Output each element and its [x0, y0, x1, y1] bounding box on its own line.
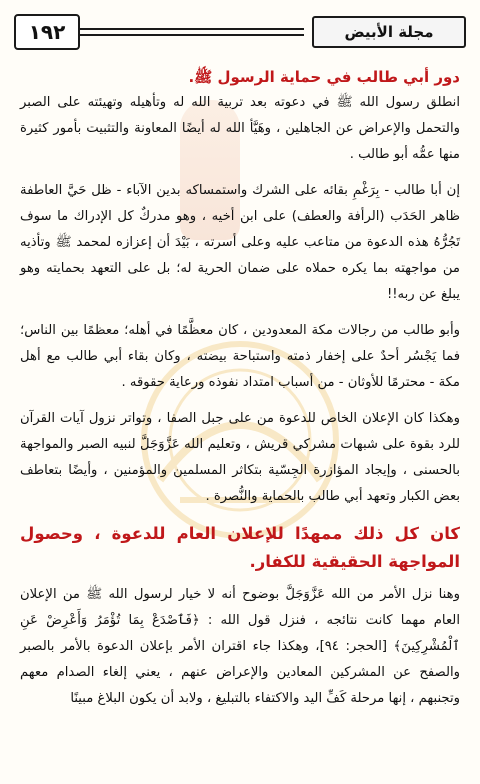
paragraph: إن أبا طالب - بِرَغْمِ بقائه على الشرك واستمساكه بدين الآباء - ظل حَيَّ العاطفة ظاهر الحَدَب (الرأفة والعطف) على ابن أخيه ، وهو مدركٌ كل الإدراك ما سوف تَجُرُّهُ هذه الدعوة من متاعب عليه وعلى أسرته ، بَيْدَ أن إعزازه لمحمد ﷺ وتأذيه من مواجهته بما يكره حملاه على ضمان الحرية له؛ بل على التعهد بحمايته وهو يبلغ عن ربه!! [20, 183, 460, 302]
header-rule [80, 28, 304, 36]
page-number: ١٩٢ [14, 14, 80, 50]
paragraph: انطلق رسول الله ﷺ في دعوته بعد تربية الله له وتأهيله وتهيئته على الصبر والتحمل والإعراض عن الجاهلين ، وهَيَّأ الله له أيضًا المعاونة والتثبيت بأمور كثيرة منها عمُّه أبو طالب . [20, 95, 460, 162]
paragraph: وأبو طالب من رجالات مكة المعدودين ، كان معظَّمًا في أهله؛ معظمًا بين الناس؛ فما يَجْسُر أحدٌ على إخفار ذمته واستباحة بيضته ، وكان بقاء أبي طالب مع أهل مكة - محترمًا للأوثان - من أسباب امتداد نفوذه ورعاية حقوقه . [20, 323, 460, 390]
paragraph: وهكذا كان الإعلان الخاص للدعوة من على جبل الصفا ، وتواتر نزول آيات القرآن للرد بقوة على شبهات مشركي قريش ، وتعليم الله عَزَّوَجَلَّ لنبيه الصبر والمواجهة بالحسنى ، وإيجاد المؤازرة الجِسّية بتكاثر المسلمين والمؤمنين ، وأيضًا بتعاطف بعض الكبار وتعهد أبي طالب بالحماية والنُّصرة . [20, 411, 460, 504]
highlight-heading: كان كل ذلك ممهدًا للإعلان العام للدعوة ، وحصول المواجهة الحقيقية للكفار. [20, 524, 460, 571]
page-header [14, 14, 466, 48]
book-title-cartouche: مجلة الأبيض [312, 16, 466, 48]
page-content [20, 64, 460, 722]
section-title: دور أبي طالب في حماية الرسول ﷺ. [188, 68, 460, 86]
paragraph: وهنا نزل الأمر من الله عَزَّوَجَلَّ بوضوح أنه لا خيار لرسول الله ﷺ من الإعلان العام مهما كانت نتائجه ، فنزل قول الله : ﴿فَٱصْدَعْ بِمَا تُؤْمَرُ وَأَعْرِضْ عَنِ ٱلْمُشْرِكِينَ﴾ [الحجر: ٩٤]، وهكذا جاء اقتران الأمر بإعلان الدعوة بالأمر بالصبر والصفح عن المشركين المعادين والإعراض عنهم ، يعني إلغاء الصدام معهم وتجنبهم ، إنها مرحلة كَفِّ اليد والاكتفاء بالتبليغ ، ولابد أن يكون البلاغ مبينًا [20, 587, 460, 706]
